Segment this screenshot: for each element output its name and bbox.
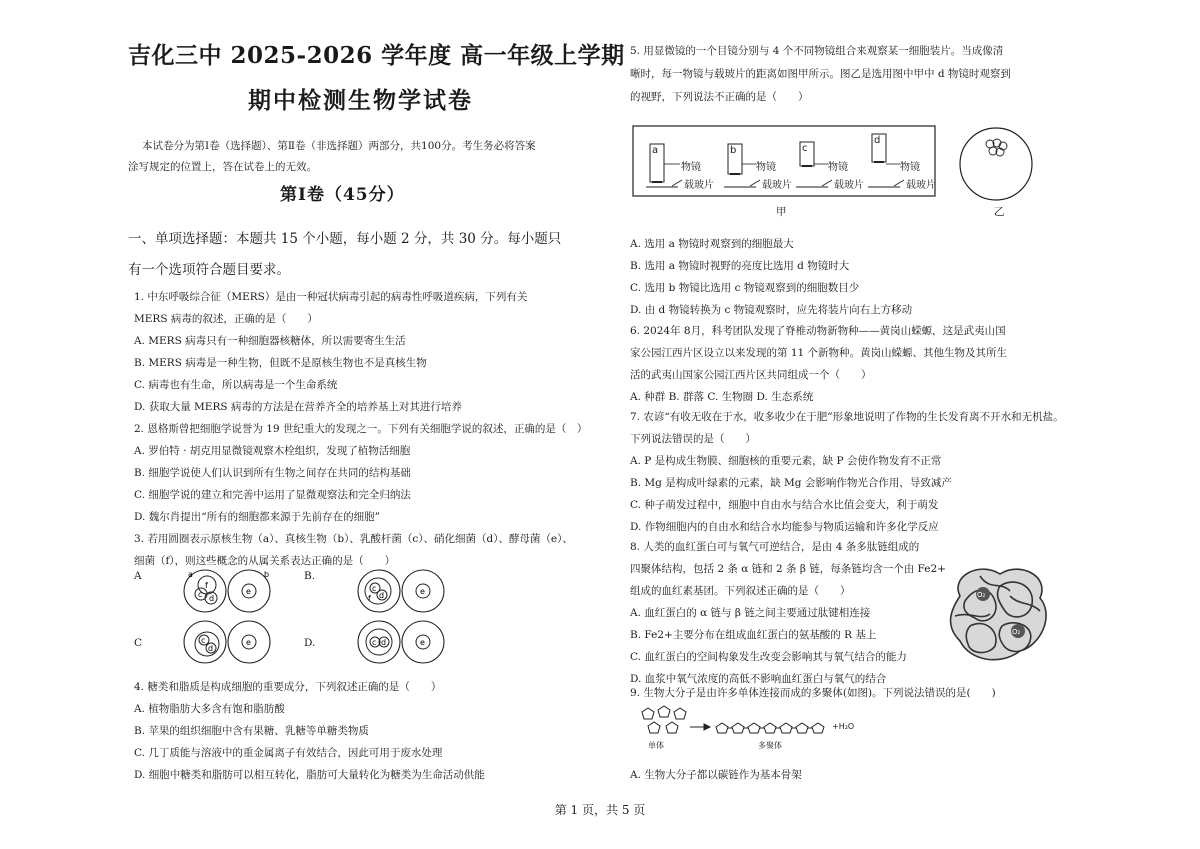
svg-text:d: d [208,644,214,653]
fig-jia-caption: 甲 [776,206,787,218]
lens-a-letter: a [652,145,659,156]
q9-option-a: A. 生物大分子都以碳链作为基本骨架 [630,769,802,781]
q1-stem-line1: 1. 中东呼吸综合征（MERS）是由一种冠状病毒引起的病毒性呼吸道疾病，下列有关 [134,291,528,303]
section1-line2: 有一个选项符合题目要求。 [128,262,290,278]
svg-text:a: a [188,570,193,579]
q4-option-a: A. 植物脂肪大多含有饱和脂肪酸 [134,703,285,715]
svg-text:b: b [264,570,270,579]
q5-option-b: B. 选用 a 物镜时视野的亮度比选用 d 物镜时大 [630,260,850,272]
exam-title-line2: 期中检测生物学试卷 [248,87,473,114]
q8-stem-line1: 8. 人类的血红蛋白可与氧气可逆结合，是由 4 条多肽链组成的 [630,541,920,553]
svg-text:f: f [205,581,208,590]
q1-option-d: D. 获取大量 MERS 病毒的方法是在营养齐全的培养基上对其进行培养 [134,401,462,413]
hemoglobin-structure-image [940,556,1060,668]
q1-stem-line2: MERS 病毒的叙述，正确的是（ ） [134,313,318,325]
q2-option-c: C. 细胞学说的建立和完善中运用了显微观察法和完全归纳法 [134,489,411,501]
svg-text:c: c [198,590,203,599]
q5-figure-yi-field-of-view [956,124,1036,204]
svg-text:d: d [379,591,385,600]
q4-option-b: B. 苹果的组织细胞中含有果糖、乳糖等单糖类物质 [134,725,369,737]
q1-option-c: C. 病毒也有生命，所以病毒是一个生命系统 [134,379,338,391]
intro-line1: 本试卷分为第Ⅰ卷（选择题）、第Ⅱ卷（非选择题）两部分，共100分。考生务必将答案 [142,140,536,152]
q8-option-b: B. Fe2+主要分布在组成血红蛋白的氨基酸的 R 基上 [630,629,877,641]
q7-stem-line2: 下列说法错误的是（ ） [630,433,756,445]
q4-stem: 4. 糖类和脂质是构成细胞的重要成分，下列叙述正确的是（ ） [134,681,442,693]
lens-d-letter: d [874,135,881,146]
q4-option-c: C. 几丁质能与溶液中的重金属离子有效结合，因此可用于废水处理 [134,747,443,759]
q3-option-b-diagram [348,567,458,617]
lens-b-objective-label: 物镜 [756,162,776,173]
lens-d-slide-label: 载玻片 [906,180,936,191]
svg-text:e: e [246,638,251,647]
section1-line1: 一、单项选择题：本题共 15 个小题，每小题 2 分，共 30 分。每小题只 [128,231,562,247]
q8-stem-line3: 组成的血红素基团。下列叙述正确的是（ ） [630,585,851,597]
intro-line2: 涂写规定的位置上，答在试卷上的无效。 [128,161,317,173]
q6-options: A. 种群 B. 群落 C. 生物圈 D. 生态系统 [630,391,814,403]
svg-text:e: e [246,587,251,596]
q3-option-a-label: A [134,570,142,582]
q2-option-b: B. 细胞学说使人们认识到所有生物之间存在共同的结构基础 [134,467,411,479]
q5-stem-line1: 5. 用显微镜的一个目镜分别与 4 个不同物镜组合来观察某一细胞装片。当成像清 [630,45,1004,57]
lens-b-letter: b [730,145,737,156]
lens-a-objective-label: 物镜 [681,162,701,173]
q9-polymer-label: 多聚体 [758,741,782,750]
q7-option-c: C. 种子萌发过程中，细胞中自由水与结合水比值会变大，利于萌发 [630,499,939,511]
q9-water-label: +H₂O [832,722,855,731]
fig-yi-caption: 乙 [994,206,1005,218]
lens-c-letter: c [802,143,808,154]
svg-text:d: d [209,594,215,603]
svg-text:e: e [420,638,425,647]
page-number-footer: 第 1 页，共 5 页 [554,803,646,817]
q3-stem-line2: 细菌（f），则这些概念的从属关系表达正确的是（ ） [134,555,396,567]
q3-option-a-diagram [174,567,284,617]
q8-option-c: C. 血红蛋白的空间构象发生改变会影响其与氧气结合的能力 [630,651,907,663]
q1-option-b: B. MERS 病毒是一种生物，但既不是原核生物也不是真核生物 [134,357,427,369]
lens-c-objective-label: 物镜 [828,162,848,173]
svg-text:d: d [381,638,387,647]
q3-option-c-diagram [174,618,284,668]
q3-stem-line1: 3. 若用圆圈表示原核生物（a）、真核生物（b）、乳酸杆菌（c）、硝化细菌（d）、酵母菌（e）、 [134,533,573,545]
q3-option-b-label: B. [304,570,316,582]
q7-option-d: D. 作物细胞内的自由水和结合水均能参与物质运输和许多化学反应 [630,521,939,533]
q2-option-a: A. 罗伯特 · 胡克用显微镜观察木栓组织，发现了植物活细胞 [134,445,411,457]
lens-a-slide-label: 载玻片 [684,180,714,191]
svg-text:e: e [420,587,425,596]
q9-monomer-polymer-diagram [632,702,862,752]
svg-text:f: f [368,594,371,603]
lens-c-slide-label: 载玻片 [834,180,864,191]
q1-option-a: A. MERS 病毒只有一种细胞器核糖体，所以需要寄生生活 [134,335,406,347]
q3-option-d-diagram [348,618,458,668]
lens-d-objective-label: 物镜 [900,162,920,173]
q8-option-d: D. 血浆中氧气浓度的高低不影响血红蛋白与氧气的结合 [630,673,887,685]
q6-stem-line3: 活的武夷山国家公园江西片区共同组成一个（ ） [630,369,872,381]
q2-stem: 2. 恩格斯曾把细胞学说誉为 19 世纪重大的发现之一。下列有关细胞学说的叙述，正确的是（ ） [134,423,588,435]
exam-title-line1: 吉化三中 2025-2026 学年度 高一年级上学期 [128,42,625,69]
part1-title: 第Ⅰ卷（45分） [280,185,405,205]
q6-stem-line2: 家公园江西片区设立以来发现的第 11 个新物种。黄岗山蝾螈、其他生物及其所生 [630,347,1008,359]
q5-option-a: A. 选用 a 物镜时观察到的细胞最大 [630,238,794,250]
q3-option-d-label: D. [304,637,316,649]
q5-stem-line2: 晰时，每一物镜与载玻片的距离如图甲所示。图乙是选用图中甲中 d 物镜时观察到 [630,68,1011,80]
q6-stem-line1: 6. 2024年 8月，科考团队发现了脊椎动物新物种——黄岗山蝾螈，这是武夷山国 [630,325,1006,337]
svg-text:c: c [201,636,206,645]
q4-option-d: D. 细胞中糖类和脂肪可以相互转化，脂肪可大量转化为糖类为生命活动供能 [134,769,485,781]
q2-option-d: D. 魏尔肖提出“所有的细胞都来源于先前存在的细胞” [134,511,380,523]
q5-stem-line3: 的视野，下列说法不正确的是（ ） [630,91,809,103]
lens-b-slide-label: 载玻片 [762,180,792,191]
q9-stem: 9. 生物大分子是由许多单体连接而成的多聚体(如图)。下列说法错误的是( ) [630,687,996,699]
q5-option-d: D. 由 d 物镜转换为 c 物镜观察时，应先将装片向右上方移动 [630,304,913,316]
o2-label-bottom: O₂ [1012,628,1021,636]
q8-option-a: A. 血红蛋白的 α 链与 β 链之间主要通过肽键相连接 [630,607,871,619]
o2-label-top: O₂ [977,591,986,599]
q3-option-c-label: C [134,637,143,649]
q5-option-c: C. 选用 b 物镜比选用 c 物镜观察到的细胞数目少 [630,282,860,294]
q7-stem-line1: 7. 农谚“有收无收在于水，收多收少在于肥”形象地说明了作物的生长发育离不开水和无机盐。 [630,411,1064,423]
svg-text:c: c [372,638,377,647]
svg-text:c: c [372,584,377,593]
q7-option-a: A. P 是构成生物膜、细胞核的重要元素，缺 P 会使作物发育不正常 [630,455,942,467]
q7-option-b: B. Mg 是构成叶绿素的元素，缺 Mg 会影响作物光合作用，导致减产 [630,477,952,489]
q9-monomer-label: 单体 [648,741,664,750]
q8-stem-line2: 四聚体结构，包括 2 条 α 链和 2 条 β 链，每条链均含一个由 Fe2+ [630,563,946,575]
